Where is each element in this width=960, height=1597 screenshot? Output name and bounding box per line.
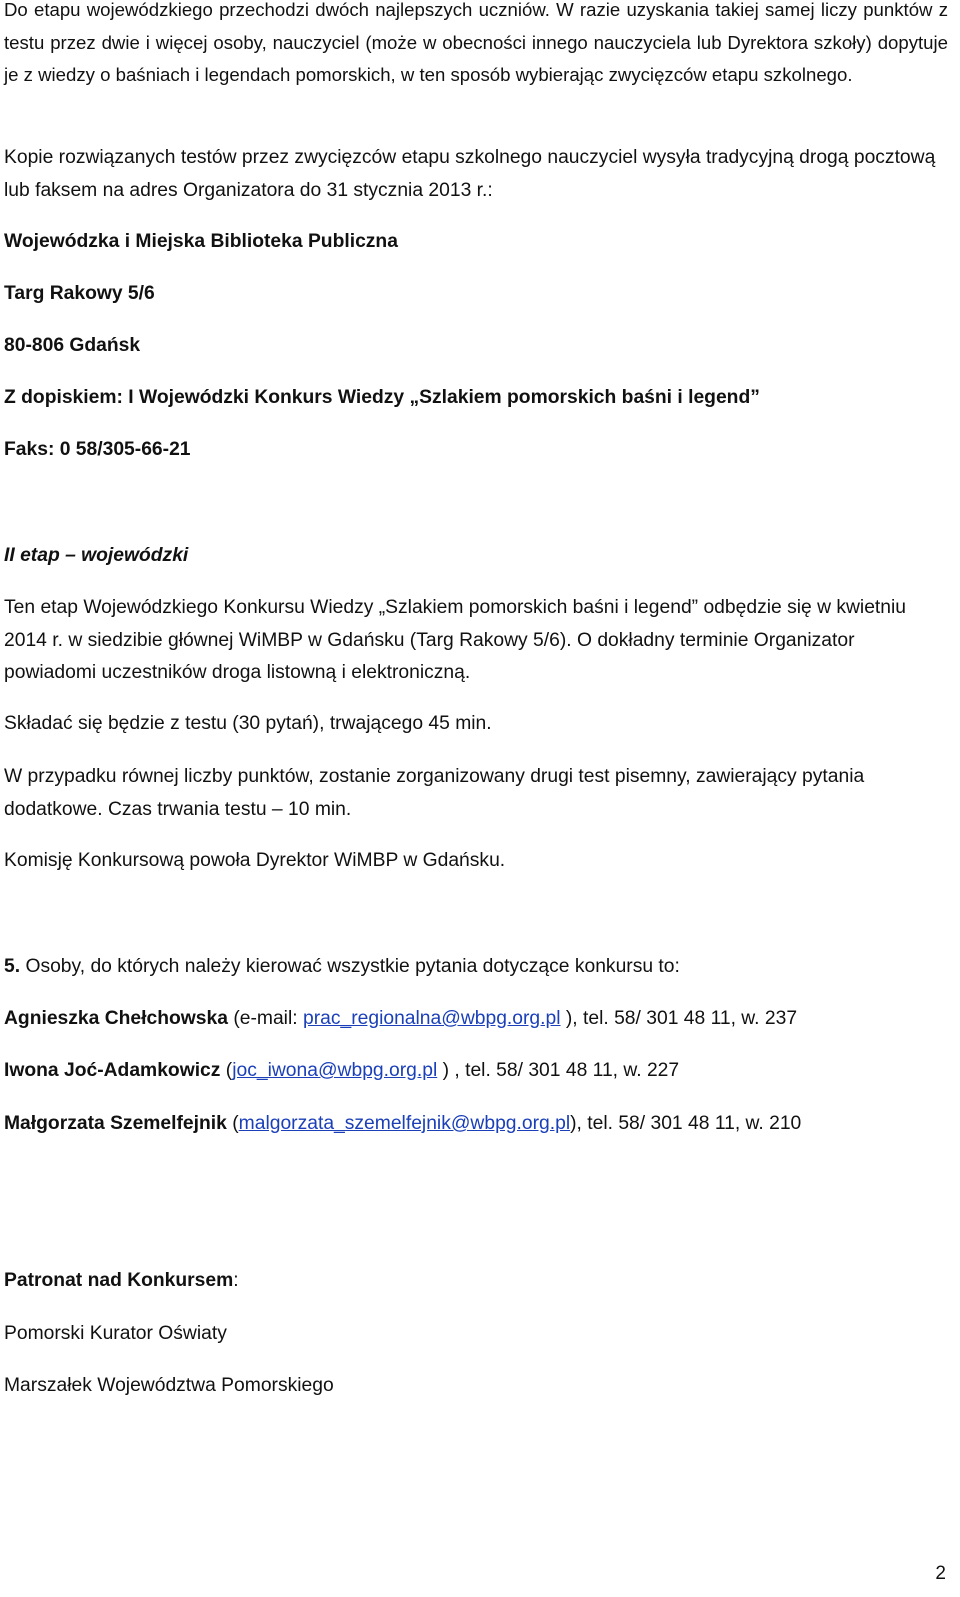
contact-row <box>4 1003 948 1036</box>
address-line-street: Targ Rakowy 5/6 <box>4 283 155 304</box>
contact-row <box>4 1055 948 1088</box>
patronage-heading-label: Patronat nad Konkursem <box>4 1270 234 1291</box>
address-line-note: Z dopiskiem: I Wojewódzki Konkurs Wiedzy „Szlakiem pomorskich baśni i legend” <box>4 387 760 408</box>
intro-paragraph-1: Do etapu wojewódzkiego przechodzi dwóch najlepszych uczniów. W razie uzyskania takiej samej liczy punktów z testu przez dwie i więcej osoby, nauczyciel (może w obecności innego nauczyciela lub Dyrektora szkoły) dopytuje je z wiedzy o baśniach i legendach pomorskich, w ten sposób wybierając zwycięzców etapu szkolnego. <box>4 0 948 85</box>
intro-paragraph-2: Kopie rozwiązanych testów przez zwycięzców etapu szkolnego nauczyciel wysyła tradycyjną drogą pocztową lub faksem na adres Organizatora do 31 stycznia 2013 r.: <box>4 147 936 201</box>
section-5-intro <box>4 951 948 984</box>
contact-name: Małgorzata Szemelfejnik <box>4 1113 227 1134</box>
contact-phone: ), tel. 58/ 301 48 11, w. 210 <box>570 1113 802 1134</box>
contact-email-link[interactable]: malgorzata_szemelfejnik@wbpg.org.pl <box>238 1113 571 1134</box>
patronage-heading <box>4 1265 948 1298</box>
contact-email-link[interactable]: prac_regionalna@wbpg.org.pl <box>302 1008 561 1029</box>
patron-kurator: Pomorski Kurator Oświaty <box>4 1323 227 1344</box>
section-5-number: 5. <box>4 956 21 977</box>
contact-name: Agnieszka Chełchowska <box>4 1008 228 1029</box>
contact-phone: ) , tel. 58/ 301 48 11, w. 227 <box>437 1060 680 1081</box>
contact-phone: ), tel. 58/ 301 48 11, w. 237 <box>560 1008 798 1029</box>
contact-email-link[interactable]: joc_iwona@wbpg.org.pl <box>232 1060 438 1081</box>
contact-prefix: ( <box>220 1060 233 1081</box>
contact-row <box>4 1108 948 1141</box>
stage-2-paragraph-2: Składać się będzie z testu (30 pytań), trwającego 45 min. <box>4 713 492 734</box>
stage-2-paragraph-3: W przypadku równej liczby punktów, zostanie zorganizowany drugi test pisemny, zawierający pytania dodatkowe. Czas trwania testu – 10 min. <box>4 766 865 820</box>
patronage-heading-colon: : <box>233 1270 239 1291</box>
address-line-city: 80-806 Gdańsk <box>4 335 141 356</box>
contact-prefix: (e-mail: <box>227 1008 303 1029</box>
section-5-text: Osoby, do których należy kierować wszystkie pytania dotyczące konkursu to: <box>20 956 680 977</box>
stage-2-paragraph-1: Ten etap Wojewódzkiego Konkursu Wiedzy „Szlakiem pomorskich baśni i legend” odbędzie się w kwietniu 2014 r. w siedzibie głównej WiMBP w Gdańsku (Targ Rakowy 5/6). O dokładny terminie Organizator powiadomi uczestników droga listowną i elektroniczną. <box>4 597 907 683</box>
stage-2-paragraph-4: Komisję Konkursową powoła Dyrektor WiMBP w Gdańsku. <box>4 850 506 871</box>
address-fax: Faks: 0 58/305-66-21 <box>4 439 191 460</box>
contact-name: Iwona Joć-Adamkowicz <box>4 1060 221 1081</box>
page-number: 2 <box>935 1563 946 1584</box>
address-line-library: Wojewódzka i Miejska Biblioteka Publiczna <box>4 231 398 252</box>
contact-prefix: ( <box>226 1113 239 1134</box>
patron-marszalek: Marszałek Województwa Pomorskiego <box>4 1375 334 1396</box>
stage-2-heading: II etap – wojewódzki <box>4 545 189 566</box>
